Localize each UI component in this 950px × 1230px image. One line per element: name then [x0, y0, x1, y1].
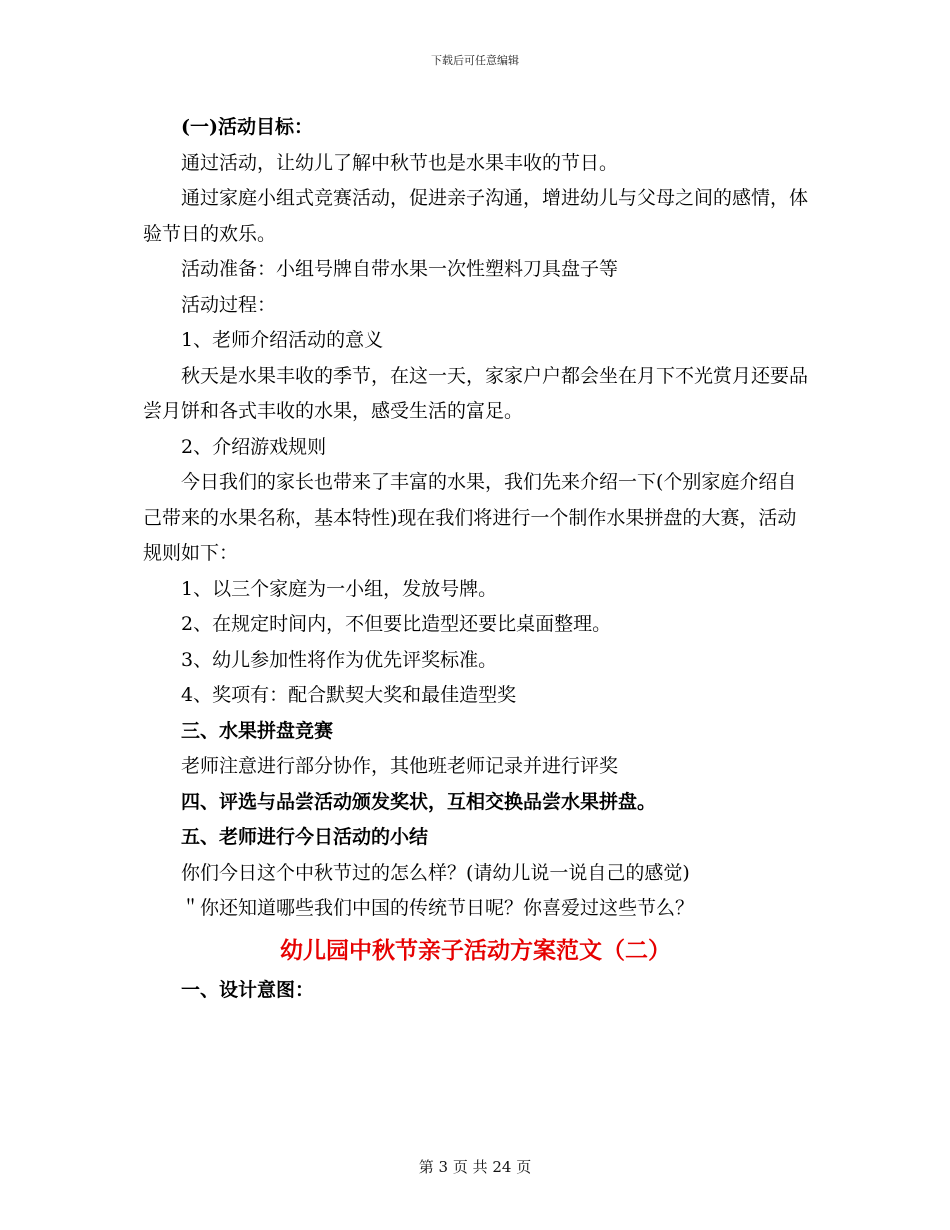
paragraph: 今日我们的家长也带来了丰富的水果，我们先来介绍一下(个别家庭介绍自己带来的水果名称，基本特性)现在我们将进行一个制作水果拼盘的大赛，活动规则如下： [143, 471, 797, 564]
heading-summary: 五、老师进行今日活动的小结 [181, 826, 429, 848]
page-header: 下载后可任意编辑 [431, 54, 519, 67]
heading-design-intent: 一、设计意图： [181, 978, 315, 1001]
paragraph: 活动过程： [181, 293, 277, 316]
paragraph: 活动准备：小组号牌自带水果一次性塑料刀具盘子等 [181, 258, 619, 280]
list-item: 2、介绍游戏规则 [181, 435, 327, 458]
section-title: 幼儿园中秋节亲子活动方案范文（二） [280, 936, 671, 964]
heading-activity-goals: (一)活动目标： [181, 116, 313, 138]
document-body [143, 110, 808, 1008]
list-item: 2、在规定时间内，不但要比造型还要比桌面整理。 [181, 613, 612, 635]
paragraph: 通过活动，让幼儿了解中秋节也是水果丰收的节日。 [181, 151, 619, 174]
paragraph: 老师注意进行部分协作，其他班老师记录并进行评奖 [181, 755, 619, 777]
paragraph: 通过家庭小组式竞赛活动，促进亲子沟通，增进幼儿与父母之间的感情，体验节日的欢乐。 [143, 187, 809, 245]
list-item: 3、幼儿参加性将作为优先评奖标准。 [181, 648, 498, 671]
paragraph: 你们今日这个中秋节过的怎么样？(请幼儿说一说自己的感觉) [181, 861, 690, 884]
list-item: 1、以三个家庭为一小组，发放号牌。 [181, 577, 498, 600]
page-footer: 第 3 页 共 24 页 [418, 1158, 532, 1176]
heading-judging: 四、评选与品尝活动颁发奖状，互相交换品尝水果拼盘。 [181, 790, 657, 813]
list-item: 4、奖项有：配合默契大奖和最佳造型奖 [181, 684, 517, 706]
paragraph: 秋天是水果丰收的季节，在这一天，家家户户都会坐在月下不光赏月还要品尝月饼和各式丰收的水果，感受生活的富足。 [143, 364, 809, 422]
paragraph: ＂你还知道哪些我们中国的传统节日呢？你喜爱过这些节么？ [181, 897, 695, 919]
heading-fruit-platter-contest: 三、水果拼盘竞赛 [181, 719, 334, 742]
list-item: 1、老师介绍活动的意义 [181, 329, 384, 351]
